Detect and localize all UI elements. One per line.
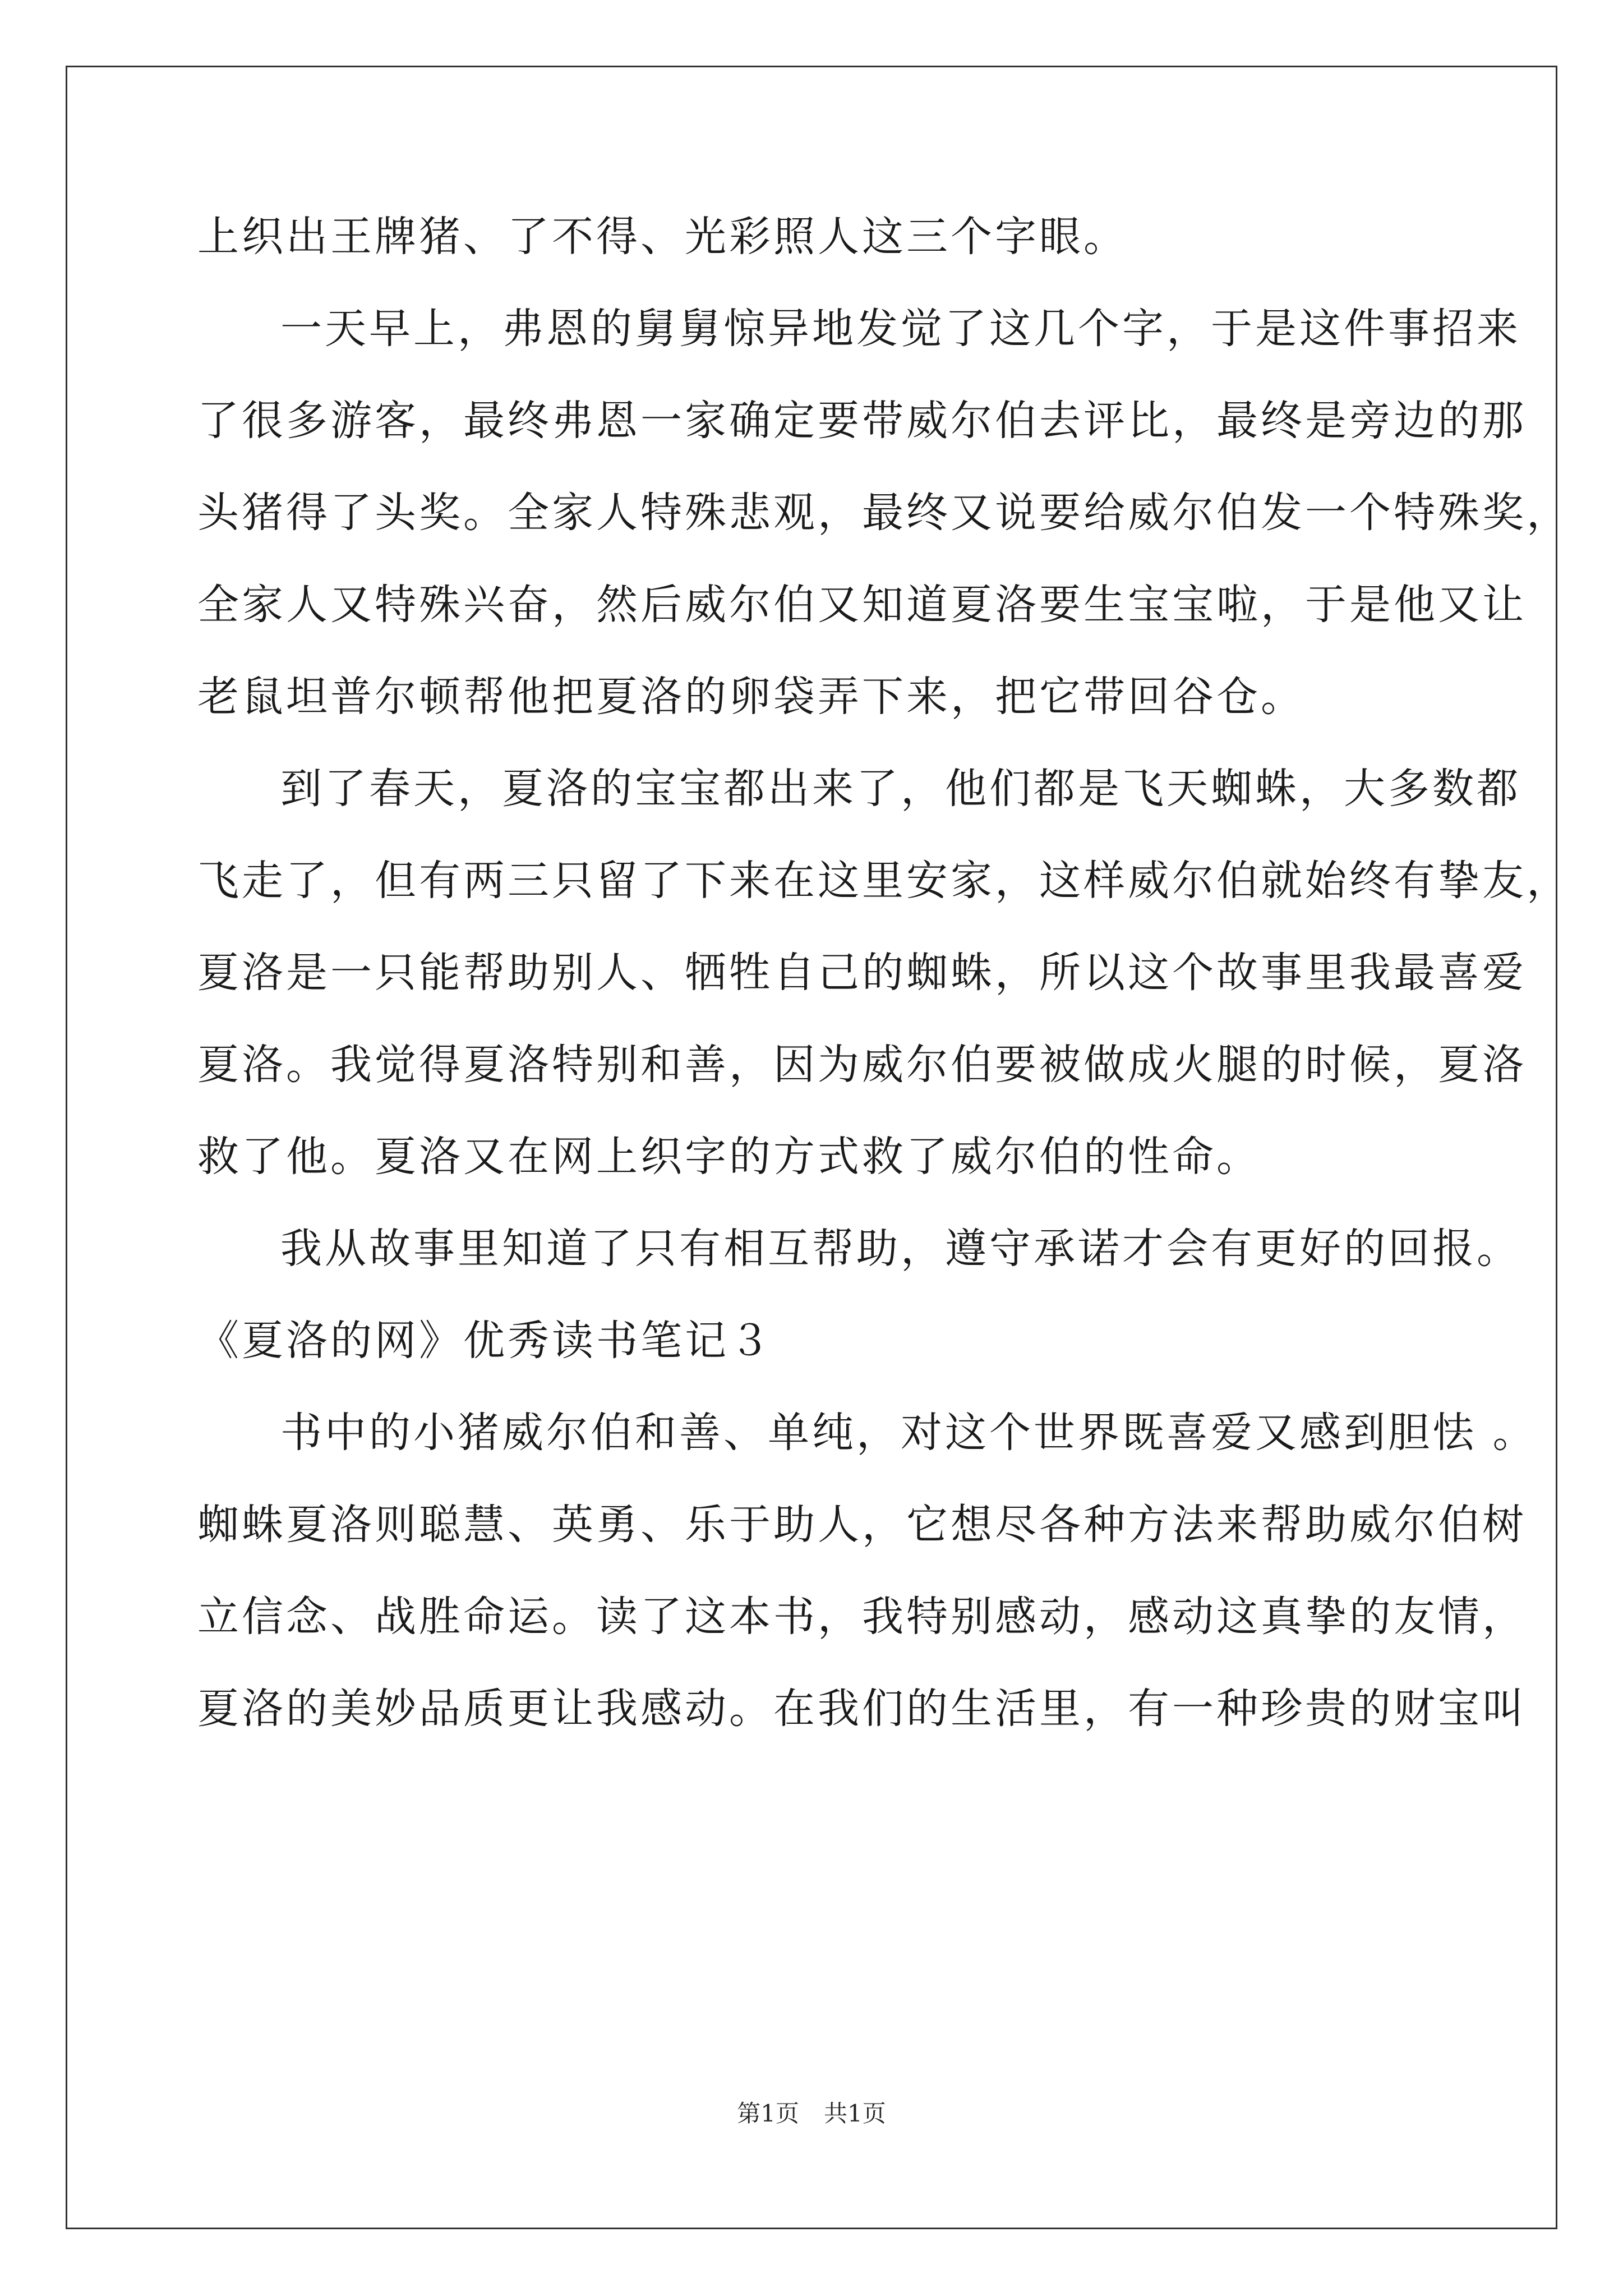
page-footer (0, 2095, 1623, 2129)
text-line: 夏洛是一只能帮助别人、牺牲自己的蜘蛛，所以这个故事里我最喜爱 (197, 949, 1527, 997)
text-line: 上织出王牌猪、了不得、光彩照人这三个字眼。 (197, 213, 1128, 261)
text-line: 了很多游客，最终弗恩一家确定要带威尔伯去评比，最终是旁边的那 (197, 397, 1527, 445)
text-line: 蜘蛛夏洛则聪慧、英勇、乐于助人，它想尽各种方法来帮助威尔伯树 (197, 1501, 1527, 1549)
text-line: 立信念、战胜命运。读了这本书，我特别感动，感动这真挚的友情， (197, 1593, 1527, 1641)
page-total: 共1页 (824, 2100, 886, 2127)
text-line: 夏洛。我觉得夏洛特别和善，因为威尔伯要被做成火腿的时候，夏洛 (197, 1041, 1527, 1089)
text-line: 我从故事里知道了只有相互帮助，遵守承诺才会有更好的回报。 (280, 1225, 1521, 1273)
text-line: 到了春天，夏洛的宝宝都出来了，他们都是飞天蜘蛛，大多数都 (280, 765, 1521, 813)
page-number: 第1页 (737, 2100, 799, 2127)
document-body (197, 191, 1571, 1755)
text-line: 全家人又特殊兴奋，然后威尔伯又知道夏洛要生宝宝啦，于是他又让 (197, 581, 1527, 629)
section-heading: 《夏洛的网》优秀读书笔记３ (197, 1317, 773, 1365)
text-line: 书中的小猪威尔伯和善、单纯，对这个世界既喜爱又感到胆怯 。 (280, 1409, 1537, 1457)
text-line: 救了他。夏洛又在网上织字的方式救了威尔伯的性命。 (197, 1133, 1261, 1181)
text-line: 老鼠坦普尔顿帮他把夏洛的卵袋弄下来，把它带回谷仓。 (197, 673, 1305, 721)
text-line: 飞走了，但有两三只留了下来在这里安家，这样威尔伯就始终有挚友， (197, 857, 1571, 905)
text-line: 夏洛的美妙品质更让我感动。在我们的生活里，有一种珍贵的财宝叫 (197, 1685, 1527, 1733)
text-line: 一天早上，弗恩的舅舅惊异地发觉了这几个字，于是这件事招来 (280, 305, 1521, 353)
text-line: 头猪得了头奖。全家人特殊悲观，最终又说要给威尔伯发一个特殊奖， (197, 489, 1571, 537)
